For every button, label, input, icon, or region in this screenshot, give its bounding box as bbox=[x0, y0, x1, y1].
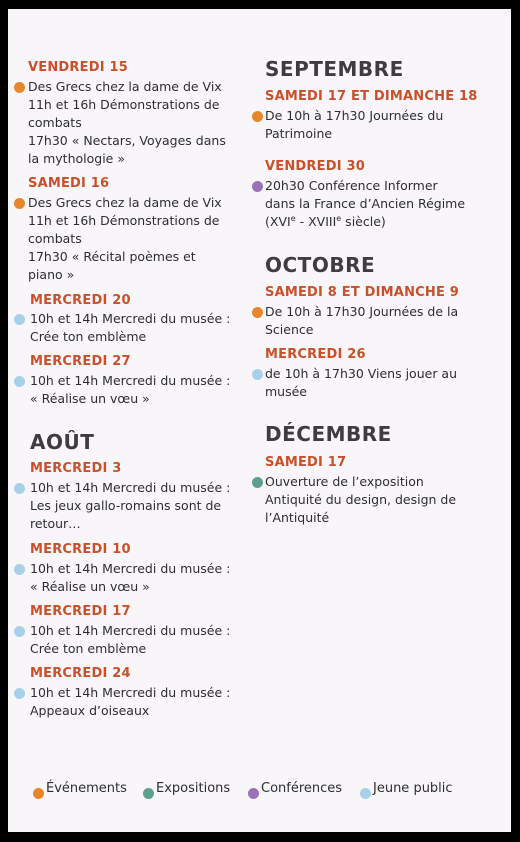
month-heading-decembre: DÉCEMBRE bbox=[265, 422, 392, 446]
event-line: Patrimoine bbox=[265, 126, 333, 141]
event-day-heading: VENDREDI 30 bbox=[265, 159, 365, 174]
event-day-heading: MERCREDI 26 bbox=[265, 347, 366, 362]
event-day-heading: SAMEDI 8 ET DIMANCHE 9 bbox=[265, 285, 460, 300]
legend-conferences-label: Conférences bbox=[261, 781, 343, 796]
event-day-heading: MERCREDI 20 bbox=[30, 293, 131, 308]
evenements-dot bbox=[14, 198, 25, 209]
event-day-heading: SAMEDI 16 bbox=[28, 176, 110, 191]
event-line: De 10h à 17h30 Journées du bbox=[265, 108, 444, 123]
legend-evenements-label: Événements bbox=[46, 781, 127, 796]
month-heading-septembre: SEPTEMBRE bbox=[265, 57, 404, 81]
century-end-suffix: e bbox=[336, 213, 342, 223]
event-day-heading: SAMEDI 17 bbox=[265, 455, 347, 470]
event-day-heading: MERCREDI 24 bbox=[30, 666, 131, 681]
event-line: 11h et 16h Démonstrations de bbox=[28, 213, 220, 228]
evenements-dot bbox=[14, 82, 25, 93]
expositions-dot bbox=[252, 477, 263, 488]
event-line: Crée ton emblème bbox=[30, 329, 147, 344]
event-line: « Réalise un vœu » bbox=[30, 579, 150, 594]
century-end: XVIII bbox=[308, 214, 337, 229]
event-day-heading: MERCREDI 10 bbox=[30, 542, 131, 557]
event-line-centuries: (XVIe - XVIIIe siècle) bbox=[265, 213, 386, 229]
event-day-heading: MERCREDI 3 bbox=[30, 461, 122, 476]
event-line: Appeaux d’oiseaux bbox=[30, 703, 150, 718]
evenements-dot bbox=[252, 307, 263, 318]
event-line: Les jeux gallo-romains sont de bbox=[30, 498, 222, 513]
month-heading-aout: AOÛT bbox=[30, 430, 95, 454]
event-line: 17h30 « Récital poèmes et bbox=[28, 249, 196, 264]
legend-expositions-dot bbox=[143, 788, 154, 799]
event-line: de 10h à 17h30 Viens jouer au bbox=[265, 366, 458, 381]
century-start: XVI bbox=[269, 214, 291, 229]
event-line: 10h et 14h Mercredi du musée : bbox=[30, 311, 231, 326]
event-line: combats bbox=[28, 231, 82, 246]
event-line: Des Grecs chez la dame de Vix bbox=[28, 195, 222, 210]
jeune-public-dot bbox=[14, 483, 25, 494]
event-line: la mythologie » bbox=[28, 151, 125, 166]
left-column bbox=[14, 9, 259, 832]
legend-expositions-label: Expositions bbox=[156, 781, 231, 796]
event-line: De 10h à 17h30 Journées de la bbox=[265, 304, 459, 319]
event-line: 17h30 « Nectars, Voyages dans bbox=[28, 133, 226, 148]
jeune-public-dot bbox=[14, 376, 25, 387]
event-day-heading: MERCREDI 17 bbox=[30, 604, 131, 619]
event-line: 10h et 14h Mercredi du musée : bbox=[30, 480, 231, 495]
jeune-public-dot bbox=[14, 626, 25, 637]
jeune-public-dot bbox=[14, 314, 25, 325]
event-line: Ouverture de l’exposition bbox=[265, 474, 424, 489]
event-line: Science bbox=[265, 322, 314, 337]
jeune-public-dot bbox=[14, 688, 25, 699]
event-line: 10h et 14h Mercredi du musée : bbox=[30, 373, 231, 388]
legend-evenements-dot bbox=[33, 788, 44, 799]
event-line: 10h et 14h Mercredi du musée : bbox=[30, 561, 231, 576]
event-line: musée bbox=[265, 384, 307, 399]
event-day-heading: VENDREDI 15 bbox=[28, 60, 128, 75]
century-separator: - bbox=[295, 214, 309, 229]
legend-jeune-public-dot bbox=[360, 788, 371, 799]
event-line: retour… bbox=[30, 516, 81, 531]
event-line: combats bbox=[28, 115, 82, 130]
event-line: l’Antiquité bbox=[265, 510, 330, 525]
event-line: dans la France d’Ancien Régime bbox=[265, 196, 466, 211]
month-heading-octobre: OCTOBRE bbox=[265, 253, 376, 277]
event-line: 10h et 14h Mercredi du musée : bbox=[30, 685, 231, 700]
calendar-page bbox=[8, 9, 511, 832]
conferences-dot bbox=[252, 181, 263, 192]
evenements-dot bbox=[252, 111, 263, 122]
event-day-heading: SAMEDI 17 ET DIMANCHE 18 bbox=[265, 89, 478, 104]
event-line: Antiquité du design, design de bbox=[265, 492, 457, 507]
event-line: 20h30 Conférence Informer bbox=[265, 178, 438, 193]
event-day-heading: MERCREDI 27 bbox=[30, 354, 131, 369]
event-line: 10h et 14h Mercredi du musée : bbox=[30, 623, 231, 638]
legend-conferences-dot bbox=[248, 788, 259, 799]
event-line: « Réalise un vœu » bbox=[30, 391, 150, 406]
century-start-suffix: e bbox=[290, 213, 296, 223]
event-line: piano » bbox=[28, 267, 75, 282]
right-column bbox=[252, 9, 507, 832]
century-tail: siècle bbox=[341, 214, 381, 229]
event-line: Des Grecs chez la dame de Vix bbox=[28, 79, 222, 94]
jeune-public-dot bbox=[14, 564, 25, 575]
jeune-public-dot bbox=[252, 369, 263, 380]
legend-jeune-public-label: Jeune public bbox=[373, 781, 453, 796]
event-line: Crée ton emblème bbox=[30, 641, 147, 656]
event-line: 11h et 16h Démonstrations de bbox=[28, 97, 220, 112]
